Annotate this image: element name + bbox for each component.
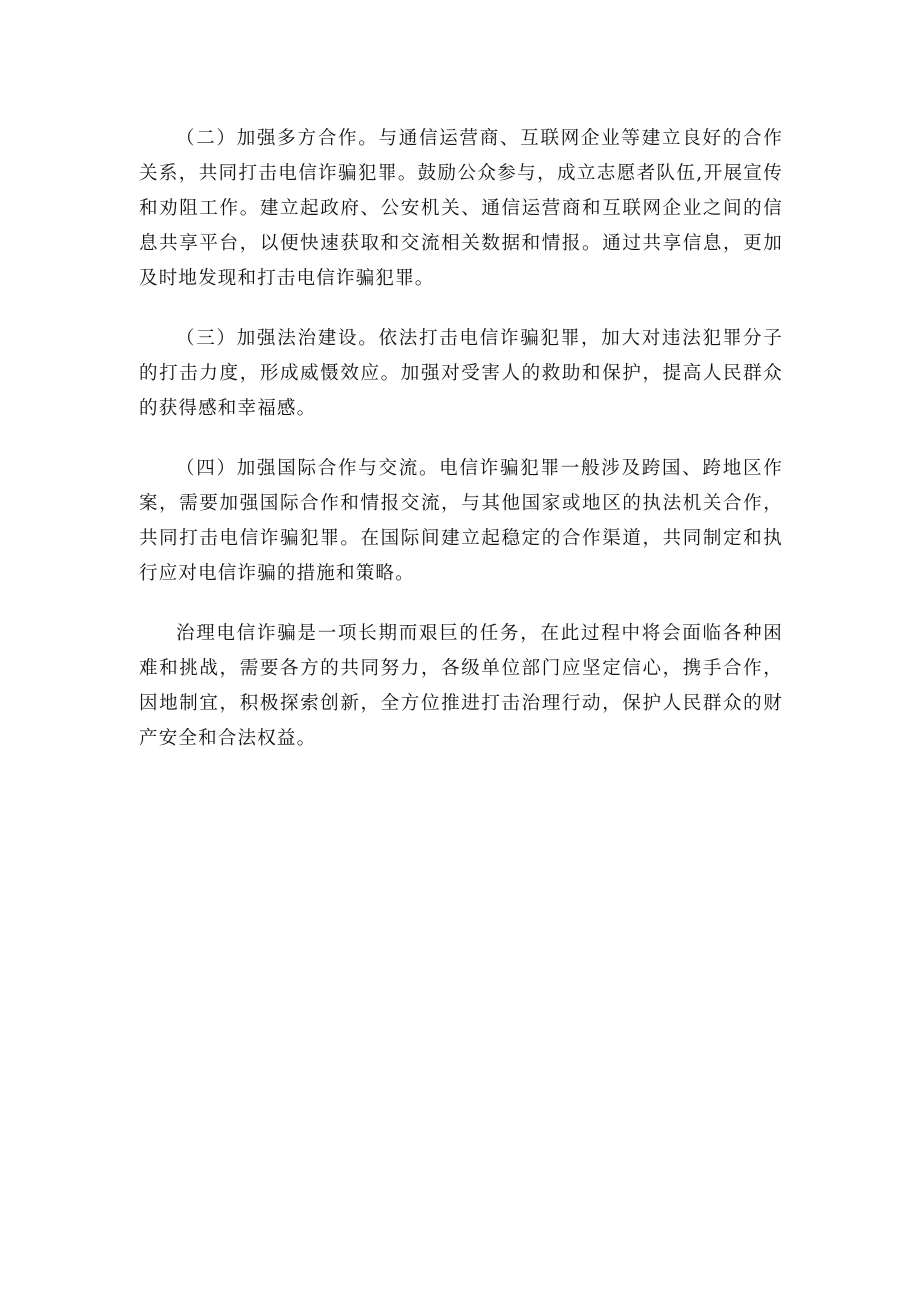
paragraph-conclusion: 治理电信诈骗是一项长期而艰巨的任务，在此过程中将会面临各种困难和挑战，需要各方的共同努力，各级单位部门应坚定信心，携手合作，因地制宜，积极探索创新，全方位推进打击治理行动，保护人民群众的财产安全和合法权益。 [139,623,783,749]
paragraph-rule-of-law: （三）加强法治建设。依法打击电信诈骗犯罪，加大对违法犯罪分子的打击力度，形成威慑效应。加强对受害人的救助和保护，提高人民群众的获得感和幸福感。 [139,328,783,419]
paragraph-cooperation: （二）加强多方合作。与通信运营商、互联网企业等建立良好的合作关系，共同打击电信诈骗犯罪。鼓励公众参与，成立志愿者队伍,开展宣传和劝阻工作。建立起政府、公安机关、通信运营商和互联网企业之间的信息共享平台，以便快速获取和交流相关数据和情报。通过共享信息，更加及时地发现和打击电信诈骗犯罪。 [139,128,783,289]
document-body [139,121,783,756]
paragraph-international: （四）加强国际合作与交流。电信诈骗犯罪一般涉及跨国、跨地区作案，需要加强国际合作和情报交流，与其他国家或地区的执法机关合作，共同打击电信诈骗犯罪。在国际间建立起稳定的合作渠道，共同制定和执行应对电信诈骗的措施和策略。 [139,458,783,584]
